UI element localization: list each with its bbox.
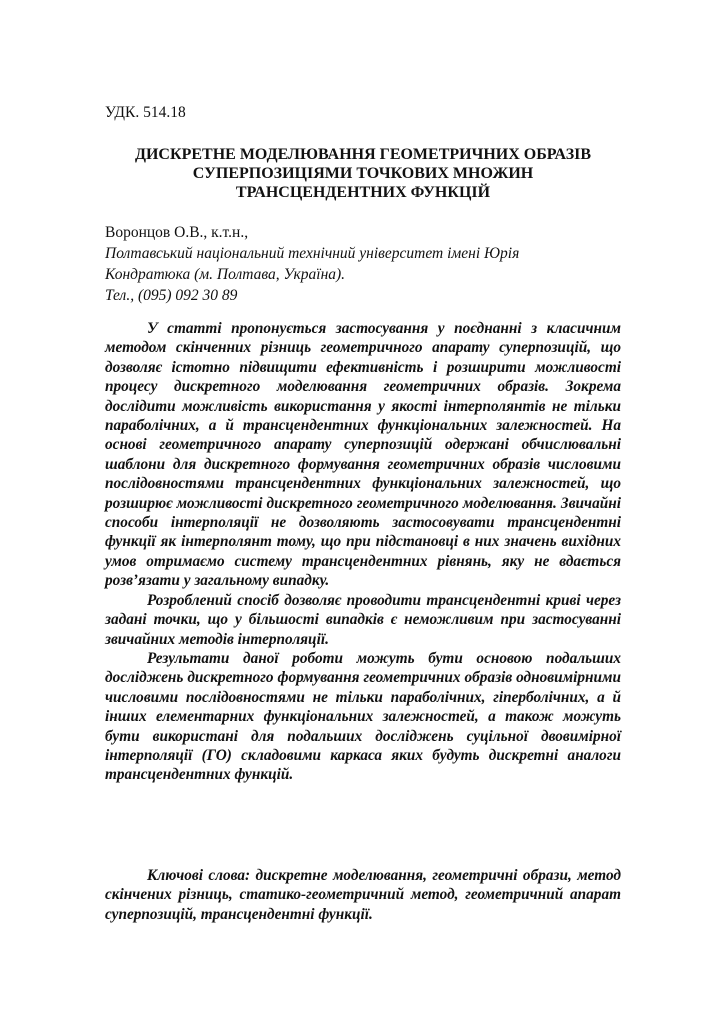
author-affiliation: Полтавський національний технічний університет імені Юрія bbox=[105, 245, 520, 262]
author-phone: Тел., (095) 092 30 89 bbox=[105, 287, 238, 304]
author-affiliation-cont: Кондратюка (м. Полтава, Україна). bbox=[105, 266, 346, 283]
udk-code: УДК. 514.18 bbox=[105, 104, 186, 121]
keywords-text: Ключові слова: дискретне моделювання, геометричні образи, метод скінчених різниць, статико-геометричний метод, геометричний апарат суперпозицій, трансцендентні функції. bbox=[105, 867, 621, 923]
title-line: СУПЕРПОЗИЦІЯМИ ТОЧКОВИХ МНОЖИН bbox=[192, 165, 534, 182]
keywords bbox=[105, 866, 621, 924]
author-block bbox=[105, 222, 519, 306]
title-line: ДИСКРЕТНЕ МОДЕЛЮВАННЯ ГЕОМЕТРИЧНИХ ОБРАЗІВ bbox=[134, 146, 592, 163]
title-line: ТРАНСЦЕНДЕНТНИХ ФУНКЦІЙ bbox=[235, 184, 491, 201]
article-title bbox=[105, 145, 621, 202]
author-name: Воронцов О.В., к.т.н., bbox=[105, 224, 249, 241]
abstract-paragraph: Розроблений спосіб дозволяє проводити трансцендентні криві через задані точки, що у більшості випадків є неможливим при застосуванні звичайних методів інтерполяції. bbox=[105, 591, 621, 648]
abstract bbox=[105, 319, 621, 785]
abstract-paragraph: Результати даної роботи можуть бути основою подальших досліджень дискретного формування геометричних образів одновимірними числовими послідовностями не тільки параболічних, гіперболічних, а й інших елементарних функціональних залежностей, а також можуть бути використані для подальших досліджень суцільної двовимірної інтерполяції (ГО) складовими каркаса яких будуть дискретні аналоги трансцендентних функцій. bbox=[105, 649, 621, 784]
abstract-paragraph: У статті пропонується застосування у поєднанні з класичним методом скінченних різниць геометричного апарату суперпозицій, що дозволяє істотно підвищити ефективність і розширити можливості процесу дискретного моделювання геометричних образів. Зокрема дослідити можливість використання у якості інтерполянтів не тільки параболічних, а й трансцендентних функціональних залежностей. На основі геометричного апарату суперпозицій одержані обчислювальні шаблони для дискретного формування геометричних образів числовими послідовностями трансцендентних функціональних залежностей, що розширює можливості дискретного геометричного моделювання. Звичайні способи інтерполяції не дозволяють застосовувати трансцендентні функції як інтерполянт тому, що при підстановці в них значень вихідних умов отримаємо систему трансцендентних рівнянь, яку не вдається розв’язати у загальному випадку. bbox=[105, 320, 621, 590]
